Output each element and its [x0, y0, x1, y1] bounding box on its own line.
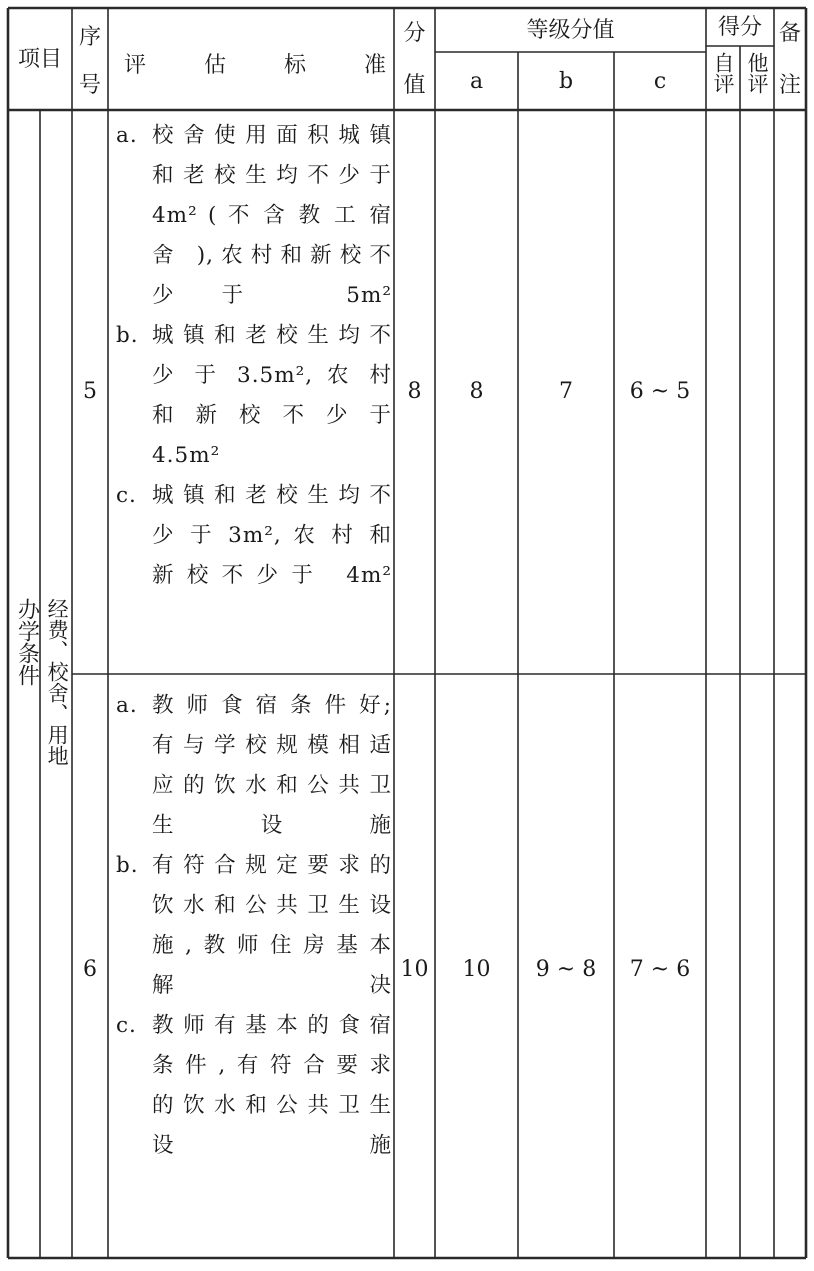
criteria-option-label: a.	[116, 693, 138, 718]
criteria-line-text: 饮水和公共卫生设	[152, 893, 392, 918]
row-grade-b: 9 ~ 8	[535, 956, 597, 982]
criteria-line	[116, 276, 392, 316]
criteria-line	[116, 1046, 392, 1086]
criteria-line	[116, 116, 392, 156]
criteria-line-text: 条件,有符合要求	[152, 1053, 392, 1078]
criteria-option-label: a.	[116, 123, 138, 148]
header-criteria	[124, 48, 386, 79]
row-score: 10	[400, 956, 429, 982]
criteria-line	[116, 156, 392, 196]
criteria-line	[116, 966, 392, 1006]
header-criteria-char: 准	[363, 53, 386, 78]
header-serial-bottom: 号	[78, 72, 101, 98]
category-label: 办学条件	[14, 598, 40, 686]
criteria-line	[116, 316, 392, 356]
header-remark-top: 备	[778, 20, 801, 46]
criteria-line	[116, 516, 392, 556]
header-other-eval: 他评	[745, 52, 769, 94]
criteria-line-text: 有与学校规模相适	[152, 733, 392, 758]
criteria-line-text: 应的饮水和公共卫	[152, 773, 392, 798]
header-earned-group: 得分	[717, 14, 762, 40]
header-grade-group: 等级分值	[526, 17, 615, 43]
criteria-line	[116, 556, 392, 596]
criteria-line-text: 少 于 3m², 农 村 和	[152, 523, 392, 548]
criteria-line-text: 教师有基本的食宿	[152, 1013, 392, 1038]
header-criteria-char: 评	[124, 53, 147, 78]
criteria-line	[116, 396, 392, 436]
header-score-bottom: 值	[403, 72, 426, 98]
header-self-eval: 自评	[711, 52, 735, 94]
criteria-line	[116, 726, 392, 766]
criteria-line-text: 有符合规定要求的	[152, 853, 392, 878]
criteria-line	[116, 886, 392, 926]
criteria-text	[116, 686, 392, 1166]
criteria-line-text: 和老校生均不少于	[152, 163, 392, 188]
criteria-line-text: 生设施	[152, 813, 392, 838]
criteria-line-text: 少于 5m²	[152, 283, 392, 308]
criteria-line-text: 4.5m²	[152, 443, 221, 468]
row-grade-b: 7	[559, 378, 573, 404]
criteria-line	[116, 236, 392, 276]
row-score: 8	[407, 378, 422, 404]
criteria-line	[116, 196, 392, 236]
criteria-line	[116, 806, 392, 846]
row-grade-a: 10	[462, 956, 491, 982]
criteria-option-label: c.	[116, 1013, 137, 1038]
criteria-line-text: 设施	[152, 1133, 392, 1158]
criteria-line-text: 校舍使用面积城镇	[152, 123, 392, 148]
criteria-line	[116, 1006, 392, 1046]
criteria-line-text: 解决	[152, 973, 392, 998]
row-serial: 6	[83, 956, 97, 982]
criteria-line-text: 新校不少于 4m²	[152, 563, 392, 588]
header-remark-bottom: 注	[778, 72, 801, 98]
header-grade-c: c	[653, 68, 667, 94]
criteria-line-text: 教 师 食 宿 条 件 好;	[152, 693, 392, 718]
criteria-line	[116, 1126, 392, 1166]
criteria-line-text: 施,教师住房基本	[152, 933, 392, 958]
header-criteria-char: 估	[203, 53, 226, 78]
criteria-line-text: 的饮水和公共卫生	[152, 1093, 392, 1118]
row-grade-c: 7 ~ 6	[629, 956, 691, 982]
criteria-line-text: 4m² ( 不 含 教 工 宿	[152, 203, 392, 228]
criteria-option-label: b.	[116, 853, 139, 878]
header-criteria-char: 标	[283, 53, 306, 78]
header-grade-a: a	[469, 68, 484, 94]
header-score-top: 分	[403, 20, 426, 46]
criteria-line	[116, 476, 392, 516]
row-grade-a: 8	[469, 378, 484, 404]
header-item: 项目	[17, 46, 62, 72]
criteria-line-text: 城镇和老校生均不	[152, 483, 392, 508]
criteria-line	[116, 1086, 392, 1126]
header-grade-b: b	[558, 68, 574, 94]
row-serial: 5	[83, 378, 97, 404]
subcategory-label: 经费、校舍、用地	[45, 598, 70, 766]
criteria-line	[116, 686, 392, 726]
criteria-line	[116, 766, 392, 806]
row-grade-c: 6 ~ 5	[629, 378, 691, 404]
criteria-option-label: c.	[116, 483, 137, 508]
header-serial-top: 序	[78, 24, 101, 50]
criteria-line	[116, 926, 392, 966]
criteria-line-text: 舍 ),农村和新校不	[152, 243, 392, 268]
criteria-text	[116, 116, 392, 596]
criteria-line-text: 少 于 3.5m², 农 村	[152, 363, 392, 388]
criteria-line	[116, 356, 392, 396]
criteria-option-label: b.	[116, 323, 139, 348]
criteria-line	[116, 846, 392, 886]
criteria-line-text: 和 新 校 不 少 于	[152, 403, 392, 428]
criteria-line	[116, 436, 392, 476]
criteria-line-text: 城镇和老校生均不	[152, 323, 392, 348]
